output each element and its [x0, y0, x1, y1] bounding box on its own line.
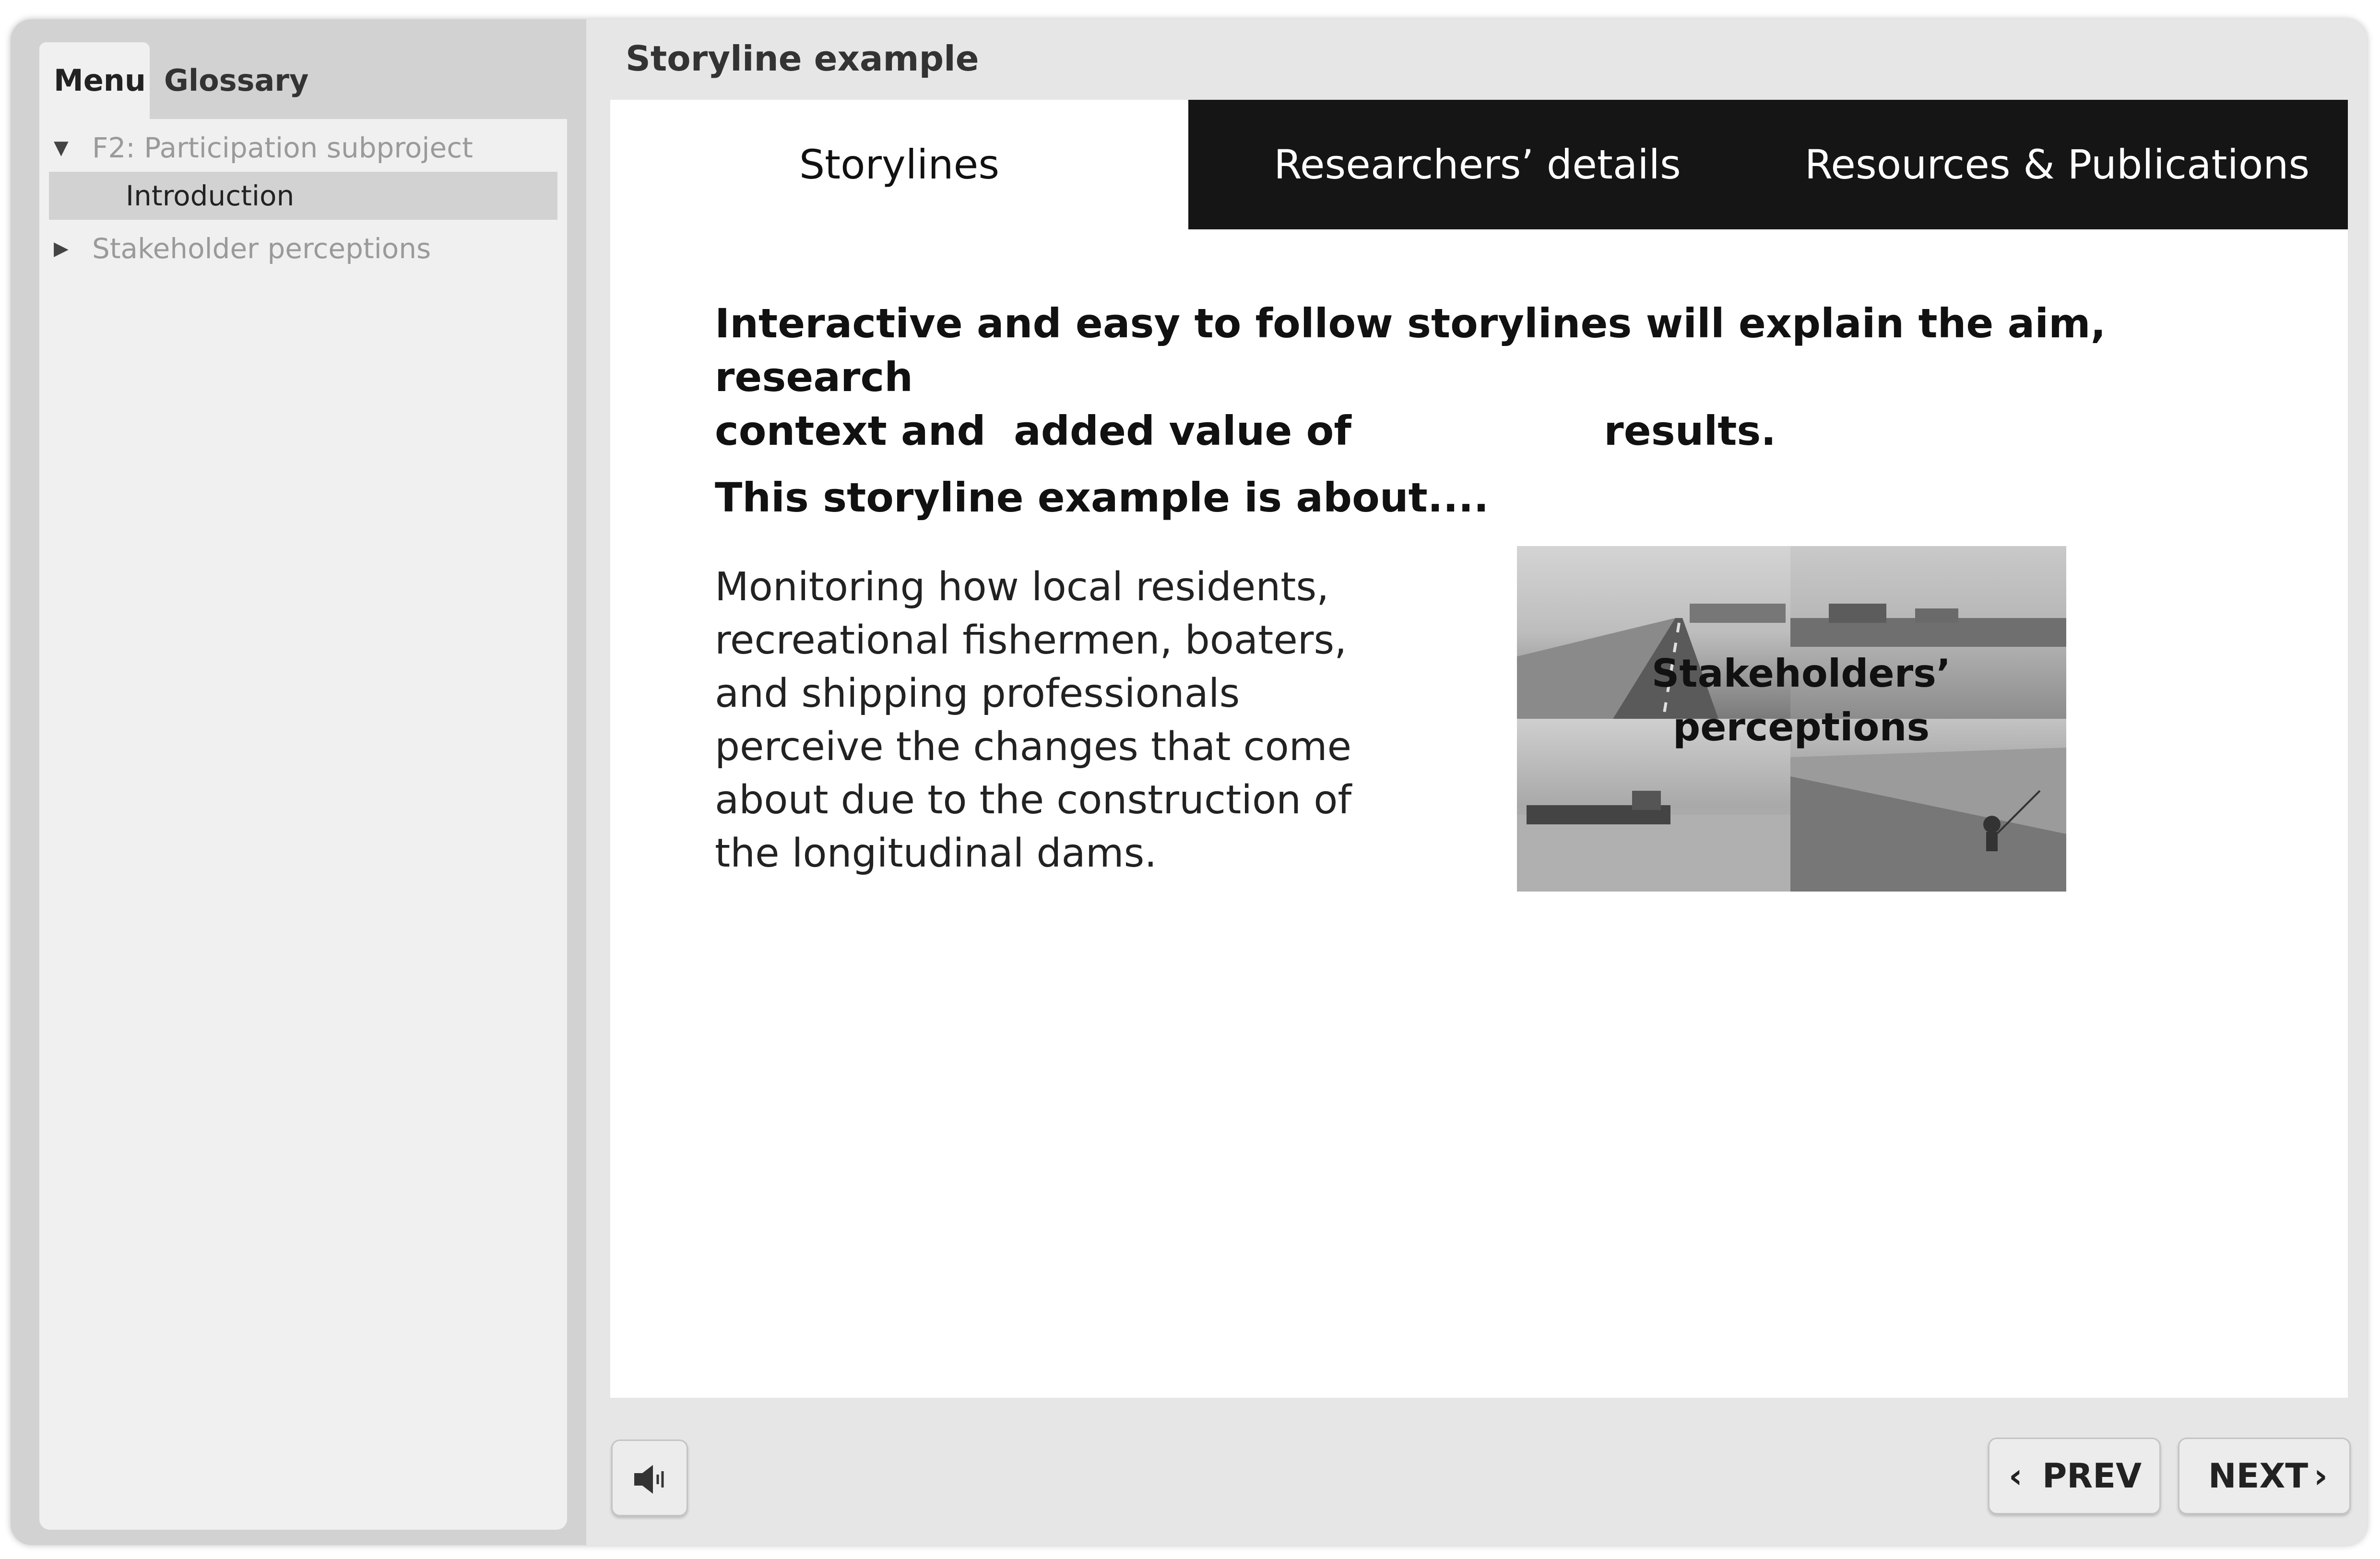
- body-line: about due to the construction of: [715, 777, 1352, 823]
- tree-item-stakeholder-perceptions[interactable]: [39, 225, 567, 273]
- body-line: and shipping professionals: [715, 671, 1240, 716]
- body-line: Monitoring how local residents,: [715, 564, 1329, 610]
- triangle-down-icon[interactable]: ▼: [54, 137, 69, 159]
- thumbnail-caption: [1517, 647, 2066, 754]
- body-line: perceive the changes that come: [715, 724, 1352, 770]
- app-window: [11, 19, 2367, 1545]
- content-tabs: [610, 100, 2348, 229]
- tab-storylines[interactable]: Storylines: [610, 100, 1188, 229]
- tab-resources-publications[interactable]: Resources & Publications: [1766, 100, 2348, 229]
- triangle-right-icon[interactable]: ▶: [54, 238, 69, 260]
- content-panel: [610, 100, 2348, 1398]
- prev-button[interactable]: [1988, 1438, 2161, 1514]
- tab-researchers-details[interactable]: Researchers’ details: [1188, 100, 1766, 229]
- section-subheading: This storyline example is about....: [715, 474, 1489, 521]
- body-line: recreational fishermen, boaters,: [715, 618, 1347, 663]
- tab-glossary-label: Glossary: [164, 63, 309, 98]
- body-line: the longitudinal dams.: [715, 831, 1157, 876]
- body-text: [715, 560, 1386, 880]
- thumbnail-caption-line-2: perceptions: [1672, 705, 1930, 750]
- tree-item-f2-participation[interactable]: [39, 124, 567, 172]
- intro-line-1: Interactive and easy to follow storylines will explain the aim, research: [715, 300, 2106, 401]
- chevron-right-icon: ›: [2314, 1456, 2328, 1496]
- next-button[interactable]: [2178, 1438, 2351, 1514]
- tree-item-label: Stakeholder perceptions: [92, 232, 431, 265]
- chevron-left-icon: ‹: [2009, 1456, 2023, 1496]
- sound-button[interactable]: [611, 1440, 688, 1516]
- tree-item-introduction[interactable]: [49, 172, 557, 220]
- page-title: Storyline example: [626, 38, 979, 79]
- tab-glossary[interactable]: [150, 42, 308, 119]
- next-label: NEXT: [2208, 1456, 2309, 1496]
- tree-item-label: F2: Participation subproject: [92, 131, 473, 164]
- stakeholders-perceptions-thumbnail[interactable]: [1517, 546, 2066, 892]
- thumbnail-caption-line-1: Stakeholders’: [1651, 651, 1951, 696]
- prev-label: PREV: [2042, 1456, 2142, 1496]
- intro-text: [715, 297, 2154, 458]
- speaker-icon: [632, 1463, 670, 1496]
- intro-line-2: context and added value of results.: [715, 407, 1776, 454]
- tab-menu[interactable]: Menu: [39, 42, 150, 119]
- menu-tree: [39, 119, 567, 1530]
- tree-item-label: Introduction: [126, 179, 295, 212]
- sidebar: [11, 19, 586, 1545]
